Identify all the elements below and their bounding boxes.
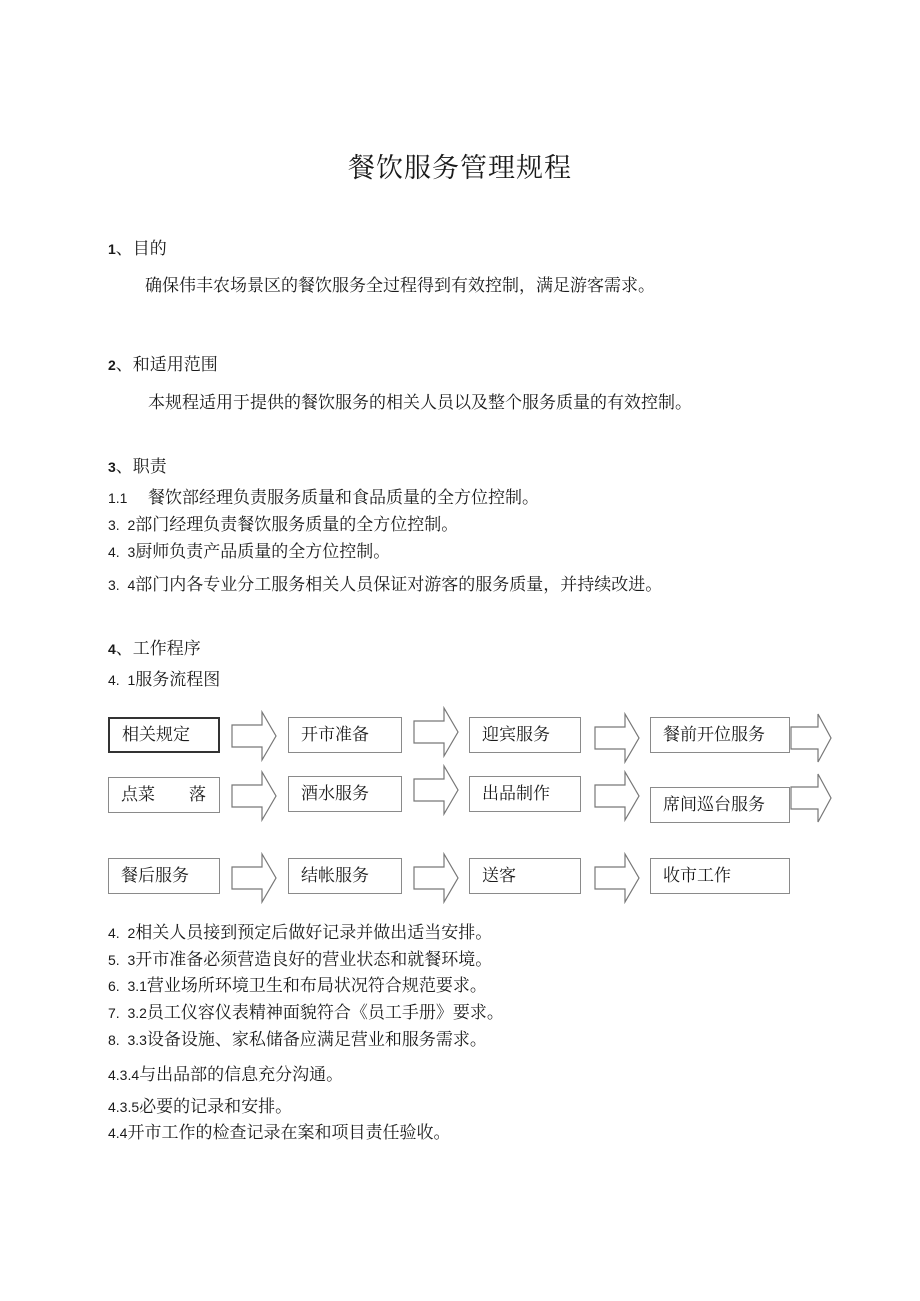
flow-step: 开市准备: [288, 717, 402, 753]
item-number: 3. 2: [108, 517, 136, 533]
section-separator: 、: [115, 355, 133, 375]
item-number: 4. 1: [108, 672, 136, 688]
section-3-heading: [108, 456, 167, 478]
item-text: 餐饮部经理负责服务质量和食品质量的全方位控制。: [148, 488, 539, 508]
item-text: 与出品部的信息充分沟通。: [139, 1065, 344, 1085]
flow-arrow-icon: [594, 712, 640, 764]
flow-step: 点菜 落: [108, 777, 220, 813]
list-item: [108, 541, 390, 563]
item-number: 4.3.4: [108, 1067, 140, 1083]
list-item: [108, 1096, 292, 1118]
list-item: [108, 1002, 504, 1024]
flow-step: 相关规定: [108, 717, 220, 753]
section-separator: 、: [115, 239, 133, 259]
section-separator: 、: [115, 457, 133, 477]
item-number: 4. 3: [108, 544, 136, 560]
flow-step: 席间巡台服务: [650, 787, 790, 823]
flow-arrow-icon: [594, 852, 640, 904]
section-title: 目的: [132, 239, 167, 259]
list-item: [108, 922, 492, 944]
flow-arrow-icon: [790, 772, 832, 824]
section-number: 2: [108, 357, 116, 373]
section-1-heading: [108, 238, 167, 260]
section-1-body: 确保伟丰农场景区的餐饮服务全过程得到有效控制，满足游客需求。: [145, 276, 655, 296]
item-text: 部门内各专业分工服务相关人员保证对游客的服务质量，并持续改进。: [135, 575, 663, 595]
item-number: 3. 4: [108, 577, 136, 593]
flowchart-heading: [108, 669, 220, 691]
flow-step: 出品制作: [469, 776, 581, 812]
item-text: 部门经理负责餐饮服务质量的全方位控制。: [135, 515, 459, 535]
section-2-body: 本规程适用于提供的餐饮服务的相关人员以及整个服务质量的有效控制。: [148, 393, 692, 413]
item-number: 4.4: [108, 1125, 128, 1141]
item-text: 营业场所环境卫生和布局状况符合规范要求。: [146, 976, 487, 996]
item-number: 4. 2: [108, 925, 136, 941]
list-item: [108, 1122, 450, 1144]
section-2-heading: [108, 354, 218, 376]
item-text: 开市准备必须营造良好的营业状态和就餐环境。: [135, 950, 493, 970]
flow-arrow-icon: [594, 770, 640, 822]
section-number: 4: [108, 641, 116, 657]
list-item: [108, 975, 487, 997]
flow-arrow-icon: [413, 852, 459, 904]
flow-arrow-icon: [413, 764, 459, 816]
item-text: 必要的记录和安排。: [139, 1097, 293, 1117]
flow-arrow-icon: [790, 712, 832, 764]
flow-step: 送客: [469, 858, 581, 894]
section-number: 1: [108, 241, 116, 257]
item-text: 服务流程图: [135, 670, 221, 690]
section-4-heading: [108, 638, 201, 660]
flow-step: 结帐服务: [288, 858, 402, 894]
list-item: [108, 949, 492, 971]
section-title: 工作程序: [132, 639, 201, 659]
flow-step: 餐后服务: [108, 858, 220, 894]
section-title: 职责: [132, 457, 167, 477]
item-text: 开市工作的检查记录在案和项目责任验收。: [127, 1123, 451, 1143]
list-item: [108, 1064, 343, 1086]
flow-arrow-icon: [231, 770, 277, 822]
item-number: 4.3.5: [108, 1099, 140, 1115]
item-number: 6. 3.1: [108, 978, 147, 994]
flow-step: 餐前开位服务: [650, 717, 790, 753]
flow-step: 酒水服务: [288, 776, 402, 812]
list-item: [108, 487, 539, 509]
flow-step: 迎宾服务: [469, 717, 581, 753]
flow-arrow-icon: [413, 706, 459, 758]
item-number: 8. 3.3: [108, 1032, 147, 1048]
item-number: 1.1: [108, 490, 128, 506]
list-item: [108, 1029, 487, 1051]
item-text: 相关人员接到预定后做好记录并做出适当安排。: [135, 923, 493, 943]
item-text: 厨师负责产品质量的全方位控制。: [135, 542, 391, 562]
section-separator: 、: [115, 639, 133, 659]
section-title: 和适用范围: [132, 355, 218, 375]
item-text: 员工仪容仪表精神面貌符合《员工手册》要求。: [146, 1003, 504, 1023]
flow-arrow-icon: [231, 710, 277, 762]
flow-arrow-icon: [231, 852, 277, 904]
item-number: 5. 3: [108, 952, 136, 968]
list-item: [108, 574, 662, 596]
list-item: [108, 514, 458, 536]
item-text: 设备设施、家私储备应满足营业和服务需求。: [146, 1030, 487, 1050]
page-title: 餐饮服务管理规程: [348, 153, 572, 184]
section-number: 3: [108, 459, 116, 475]
flow-step: 收市工作: [650, 858, 790, 894]
item-number: 7. 3.2: [108, 1005, 147, 1021]
